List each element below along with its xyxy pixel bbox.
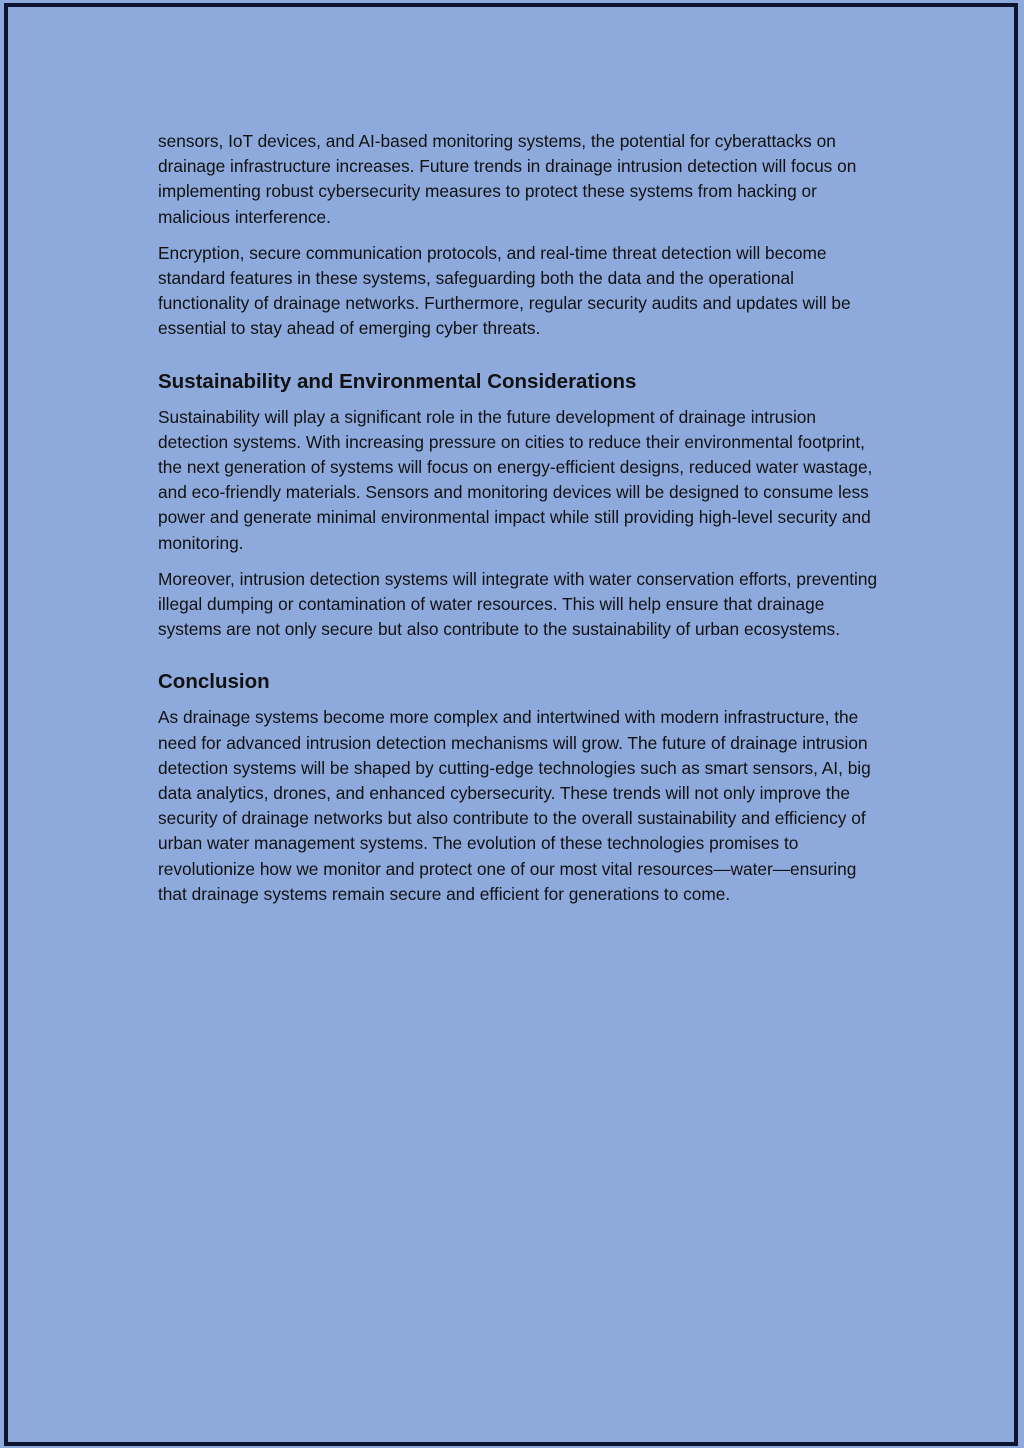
body-paragraph: Moreover, intrusion detection systems will integrate with water conservation efforts, preventing illegal dumping or contamination of water resources. This will help ensure that drainage systems are not only secure but also contribute to the sustainability of urban ecosystems. (158, 568, 878, 640)
document-body (158, 129, 888, 918)
body-paragraph: sensors, IoT devices, and AI-based monitoring systems, the potential for cyberattacks on drainage infrastructure increases. Future trends in drainage intrusion detection will focus on implementing robust cybersecurity measures to protect these systems from hacking or malicious interference. (158, 131, 857, 227)
section-heading-conclusion: Conclusion (158, 670, 270, 694)
page-frame (4, 3, 1018, 1446)
body-paragraph: Sustainability will play a significant role in the future development of drainage intrusion detection systems. With increasing pressure on cities to reduce their environmental footprint, the next generation of systems will focus on energy-efficient designs, reduced water wastage, and eco-friendly materials. Sensors and monitoring devices will be designed to consume less power and generate minimal environmental impact while still providing high-level security and monitoring. (158, 406, 873, 553)
body-paragraph: As drainage systems become more complex and intertwined with modern infrastructure, the need for advanced intrusion detection mechanisms will grow. The future of drainage intrusion detection systems will be shaped by cutting-edge technologies such as smart sensors, AI, big data analytics, drones, and enhanced cybersecurity. These trends will not only improve the security of drainage networks but also contribute to the overall sustainability and efficiency of urban water management systems. The evolution of these technologies promises to revolutionize how we monitor and protect one of our most vital resources—water—ensuring that drainage systems remain secure and efficient for generations to come. (158, 707, 871, 904)
body-paragraph: Encryption, secure communication protocols, and real-time threat detection will become standard features in these systems, safeguarding both the data and the operational functionality of drainage networks. Furthermore, regular security audits and updates will be essential to stay ahead of emerging cyber threats. (158, 242, 851, 339)
section-heading-sustainability: Sustainability and Environmental Considerations (158, 369, 637, 393)
